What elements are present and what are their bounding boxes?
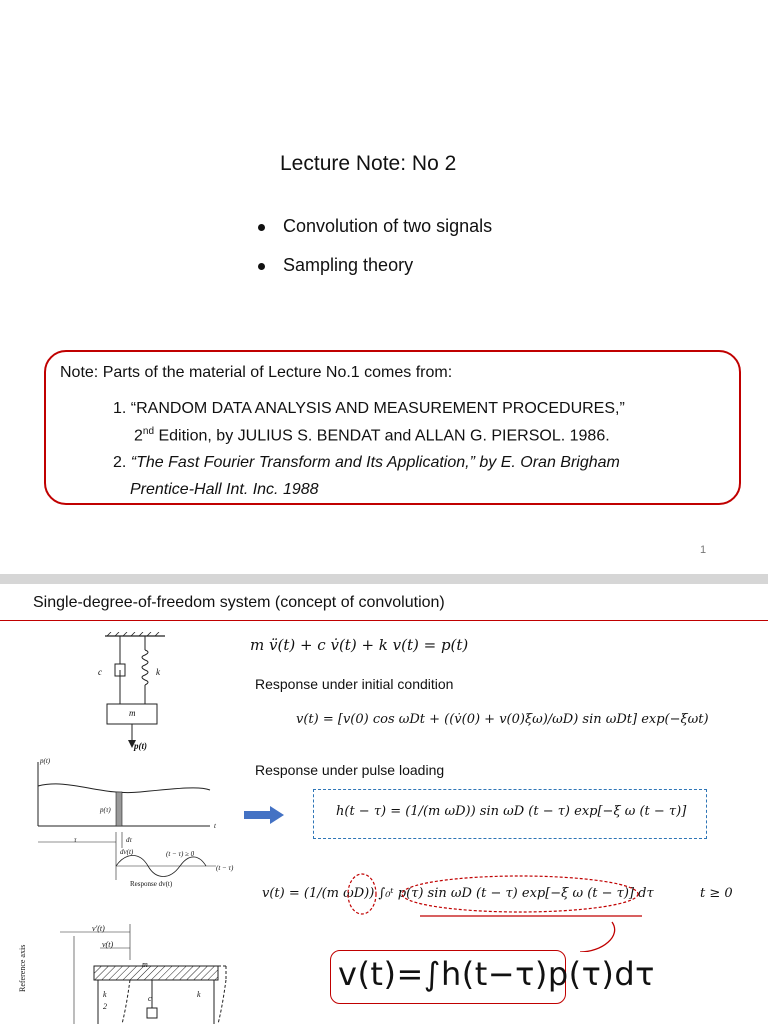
reference-2-title: “The Fast Fourier Transform and Its Application,” [130,454,475,471]
fig-label-ptau: p(τ) [100,806,111,814]
equation-convolution: v(t)=∫h(t−τ)p(τ)dτ [338,955,655,993]
note-heading: Note: Parts of the material of Lecture No.1 comes from: [60,364,453,381]
fig-label-k: k [156,667,160,677]
fig-label-two: 2 [103,1002,107,1011]
page-number: 1 [700,544,707,556]
edition-text: Edition, by JULIUS S. BENDAT and ALLAN G. PIERSOL. 1986. [154,427,610,445]
slide-title: Lecture Note: No 2 [280,152,457,175]
fig-label-tau: τ [74,836,77,844]
fig-label-c2: c [148,994,152,1003]
fig-label-m: m [129,708,136,718]
reference-1-line-2 [134,426,610,445]
fig-label-c: c [98,667,102,677]
fig-label-tminus: (t − τ) [216,864,234,872]
equation-duhamel-integral: v(t) = (1/(m ωD)) ∫₀ᵗ p(τ) sin ωD (t − τ) exp[−ξ ω (t − τ)] dτ [262,886,654,901]
fig-label-vt: v(t) [102,940,114,949]
slide-2-title: Single-degree-of-freedom system (concept of convolution) [33,594,445,611]
fig-label-cond: (t − τ) ≥ 0 [166,850,195,858]
reference-2 [113,454,620,472]
right-arrow-icon [244,806,284,824]
title-underline [0,620,768,621]
fig-label-k2a: k [103,990,107,999]
fig-label-k2b: k [197,990,201,999]
fig-label-p: p(t) [134,741,147,751]
label-pulse-loading: Response under pulse loading [255,762,445,778]
fig-label-response: Response dv(t) [130,880,173,888]
equation-initial-response: v(t) = [v(0) cos ωDt + ((v̇(0) + v(0)ξω)/ωD) sin ωDt] exp(−ξωt) [296,712,709,727]
equation-condition: t ≥ 0 [700,886,733,901]
reference-2-author: by E. Oran Brigham [474,454,620,471]
fig-label-vprime: v'(t) [92,924,105,933]
slide-separator [0,574,768,584]
equation-impulse-response: h(t − τ) = (1/(m ωD)) sin ωD (t − τ) exp[−ξ ω (t − τ)] [336,804,687,819]
highlight-annotations [340,872,660,952]
slide-2 [0,584,768,1024]
bullet-item: Sampling theory [258,255,492,294]
reference-2-number: 2. [113,454,131,471]
load-history-figure [30,756,240,886]
fig-label-t: t [214,822,216,830]
bullet-list [258,216,492,294]
edition-number: 2 [134,427,143,445]
fig-label-axis: Reference axis [18,944,27,992]
equation-of-motion: m v̈(t) + c v̇(t) + k v(t) = p(t) [250,636,469,654]
label-initial-condition: Response under initial condition [255,676,454,692]
reference-2-line-2: Prentice-Hall Int. Inc. 1988 [130,481,319,498]
reference-1: 1. “RANDOM DATA ANALYSIS AND MEASUREMENT PROCEDURES,” [113,400,625,417]
frame-figure [30,924,230,1024]
sdof-system-figure [95,632,175,752]
fig-label-pt: p(t) [40,757,51,765]
bullet-item: Convolution of two signals [258,216,492,255]
fig-label-dv: dv(t) [120,848,134,856]
fig-label-dtau: dτ [126,836,133,844]
edition-suffix: nd [142,426,155,437]
fig-label-m2: m [142,960,148,969]
